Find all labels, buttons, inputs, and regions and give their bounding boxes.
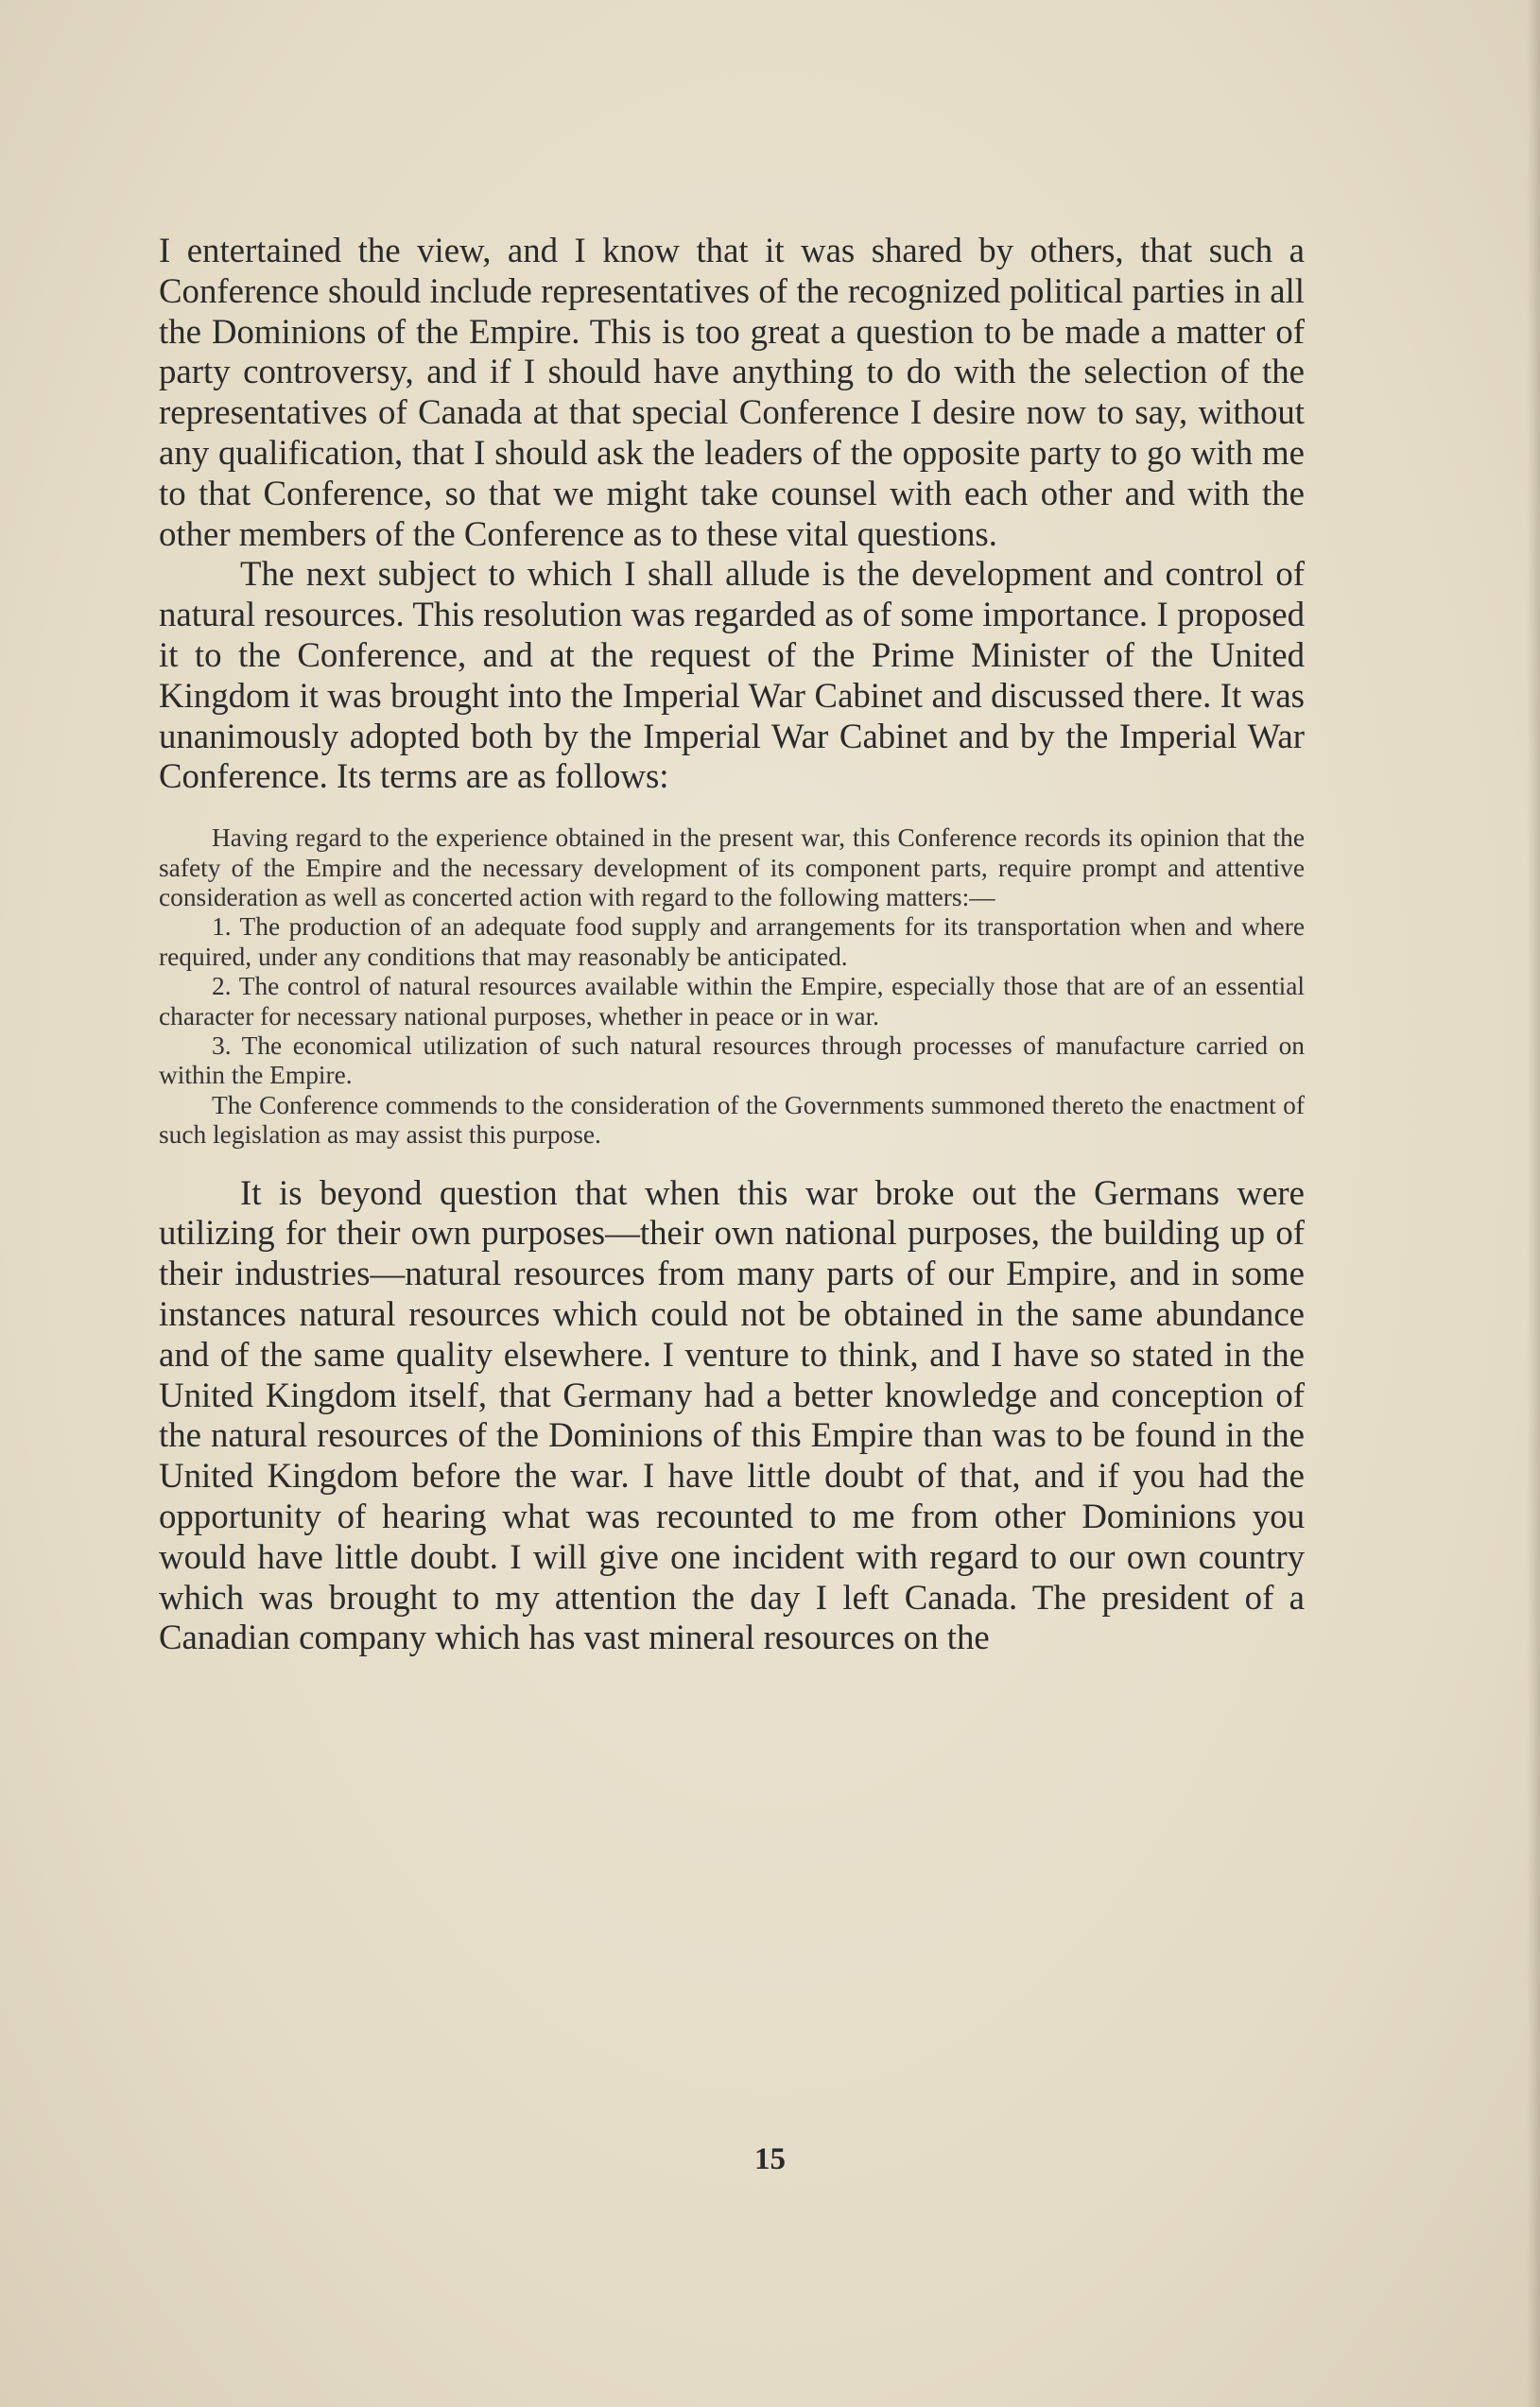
quote-item-1: 1. The production of an adequate food supply and arrangements for its transportation when and where required, under any conditions that may reasonably be anticipated. — [159, 912, 1305, 971]
paragraph-1: I entertained the view, and I know that it was shared by others, that such a Conference should include representatives of the recognized political parties in all the Dominions of the Empire. This is too great a question to be made a matter of party controversy, and if I should have anything to do with the selection of the representatives of Canada at that special Conference I desire now to say, without any qualification, that I should ask the leaders of the opposite party to go with me to that Conference, so that we might take counsel with each other and with the other members of the Conference as to these vital questions. — [159, 231, 1305, 553]
paragraph-3: It is beyond question that when this war broke out the Germans were utilizing for their own purposes—their own national purposes, the building up of their industries—natural resources from many parts of our Empire, and in some instances natural resources which could not be obtained in the same abundance and of the same quality elsewhere. I venture to think, and I have so stated in the United Kingdom itself, that Germany had a better knowledge and conception of the natural resources of the Dominions of this Empire than was to be found in the United Kingdom before the war. I have little doubt of that, and if you had the opportunity of hearing what was recounted to me from other Dominions you would have little doubt. I will give one incident with regard to our own country which was brought to my attention the day I left Canada. The president of a Canadian company which has vast mineral resources on the — [159, 1172, 1305, 1657]
text-body — [159, 231, 1305, 1658]
quote-intro: Having regard to the experience obtained in the present war, this Conference records its opinion that the safety of the Empire and the necessary development of its component parts, require prompt and attentive consideration as well as concerted action with regard to the following matters:— — [159, 823, 1305, 911]
quote-closing: The Conference commends to the consideration of the Governments summoned thereto the enactment of such legislation as may assist this purpose. — [159, 1090, 1305, 1150]
quote-item-2: 2. The control of natural resources available within the Empire, especially those that are of an essential character for necessary national purposes, whether in peace or in war. — [159, 972, 1305, 1030]
quote-item-3: 3. The economical utilization of such natural resources through processes of manufacture carried on within the Empire. — [159, 1031, 1305, 1090]
page-edge-shadow — [1527, 0, 1540, 2407]
page-number: 15 — [754, 2142, 786, 2176]
main-text-continued — [159, 1173, 1305, 1659]
main-text — [159, 231, 1305, 797]
quoted-resolution — [159, 823, 1305, 1150]
paragraph-2: The next subject to which I shall allude is the development and control of natural resources. This resolution was regarded as of some importance. I proposed it to the Conference, and at the request of the Prime Minister of the United Kingdom it was brought into the Imperial War Cabinet and discussed there. It was unanimously adopted both by the Imperial War Cabinet and by the Imperial War Conference. Its terms are as follows: — [159, 554, 1305, 796]
